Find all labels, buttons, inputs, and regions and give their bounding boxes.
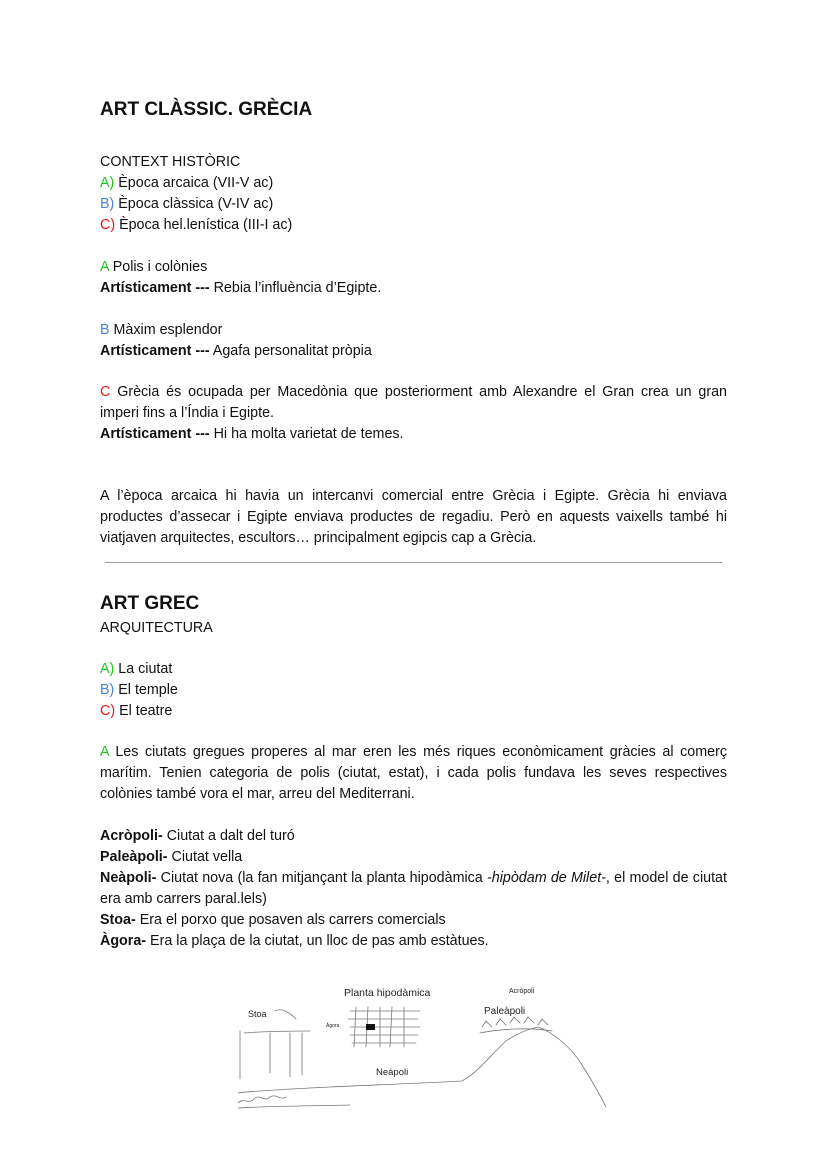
definition-text: Ciutat nova (la fan mitjançant la planta hipodàmica — [156, 870, 487, 886]
definition-text: Era la plaça de la ciutat, un lloc de pas amb estàtues. — [146, 933, 489, 949]
architecture-item — [100, 701, 172, 722]
a-block-artistic — [100, 278, 381, 299]
definition-italic: -hipòdam de Milet- — [487, 870, 606, 886]
period-item — [100, 215, 292, 236]
a-text: Polis i colònies — [108, 259, 208, 275]
section-title: ART GREC — [100, 593, 200, 614]
definition-text: Era el porxo que posaven als carrers comercials — [135, 912, 446, 928]
artistic-detail: Hi ha molta varietat de temes. — [209, 426, 404, 442]
c-block-paragraph — [100, 382, 727, 424]
definition-neapoli — [100, 868, 727, 910]
b-text: Màxim esplendor — [109, 322, 223, 338]
c-block-artistic — [100, 424, 404, 445]
page-title: ART CLÀSSIC. GRÈCIA — [100, 99, 313, 120]
section-subtitle: ARQUITECTURA — [100, 620, 213, 636]
item-letter: C) — [100, 703, 116, 719]
definition-term: Paleàpoli- — [100, 849, 168, 865]
sketch-label-paleapoli: Paleàpoli — [484, 1006, 526, 1017]
artistic-detail: Agafa personalitat pròpia — [209, 343, 372, 359]
b-block-heading — [100, 320, 222, 341]
definition-stoa — [100, 910, 446, 931]
b-letter: B — [100, 322, 110, 338]
city-sketch-illustration — [230, 975, 620, 1120]
artistic-label: Artísticament --- — [100, 280, 210, 296]
period-text: Època clàssica (V-IV ac) — [114, 196, 274, 212]
a-block-heading — [100, 257, 207, 278]
section-divider — [105, 562, 722, 563]
definition-term: Neàpoli- — [100, 870, 157, 886]
artistic-label: Artísticament --- — [100, 343, 210, 359]
context-heading: CONTEXT HISTÒRIC — [100, 154, 241, 170]
period-letter: B) — [100, 196, 115, 212]
cities-text: Les ciutats gregues properes al mar eren les més riques econòmicament gràcies al comerç marítim. Tenien categoria de polis (ciutat, estat), i cada polis fundava les seves respectives colònies també vora el mar, arreu del Mediterrani. — [100, 744, 727, 802]
cities-paragraph — [100, 742, 727, 805]
definition-term: Acròpoli- — [100, 828, 163, 844]
cities-letter: A — [100, 744, 109, 760]
trade-paragraph: A l’època arcaica hi havia un intercanvi comercial entre Grècia i Egipte. Grècia hi enviava productes d’assecar i Egipte enviava productes de regadiu. Però en aquests vaixells també hi viatjaven arquitectes, escultors… principalment egipcis cap a Grècia. — [100, 488, 727, 546]
period-text: Època arcaica (VII-V ac) — [114, 175, 274, 191]
definition-agora — [100, 931, 489, 952]
architecture-item — [100, 659, 172, 680]
item-text: La ciutat — [114, 661, 173, 677]
agora-block — [366, 1024, 375, 1030]
a-letter: A — [100, 259, 109, 275]
item-text: El teatre — [115, 703, 173, 719]
c-letter: C — [100, 384, 111, 400]
period-text: Època hel.lenística (III-I ac) — [115, 217, 293, 233]
period-item — [100, 173, 273, 194]
definition-term: Stoa- — [100, 912, 136, 928]
definition-term: Àgora- — [100, 933, 147, 949]
architecture-item — [100, 680, 178, 701]
period-letter: C) — [100, 217, 116, 233]
sketch-label-stoa: Stoa — [248, 1009, 267, 1019]
sketch-label-acropoli: Acròpoli — [509, 988, 535, 995]
sketch-label-agora: Àgora — [326, 1023, 340, 1029]
definition-text: Ciutat a dalt del turó — [162, 828, 295, 844]
b-block-artistic — [100, 341, 372, 362]
c-text: Grècia és ocupada per Macedònia que posteriorment amb Alexandre el Gran crea un gran imperi fins a l’Índia i Egipte. — [100, 384, 727, 421]
sketch-label-neapoli: Neàpoli — [376, 1067, 409, 1078]
artistic-detail: Rebia l’influència d’Egipte. — [209, 280, 382, 296]
definition-text-after: , el model de ciutat era amb carrers paral.lels) — [100, 870, 727, 907]
period-item — [100, 194, 273, 215]
definition-paleapoli — [100, 847, 242, 868]
artistic-label: Artísticament --- — [100, 426, 210, 442]
item-letter: A) — [100, 661, 115, 677]
item-text: El temple — [114, 682, 178, 698]
item-letter: B) — [100, 682, 115, 698]
sketch-label-planta: Planta hipodàmica — [344, 987, 431, 999]
definition-acropoli — [100, 826, 295, 847]
definition-text: Ciutat vella — [167, 849, 243, 865]
period-letter: A) — [100, 175, 115, 191]
